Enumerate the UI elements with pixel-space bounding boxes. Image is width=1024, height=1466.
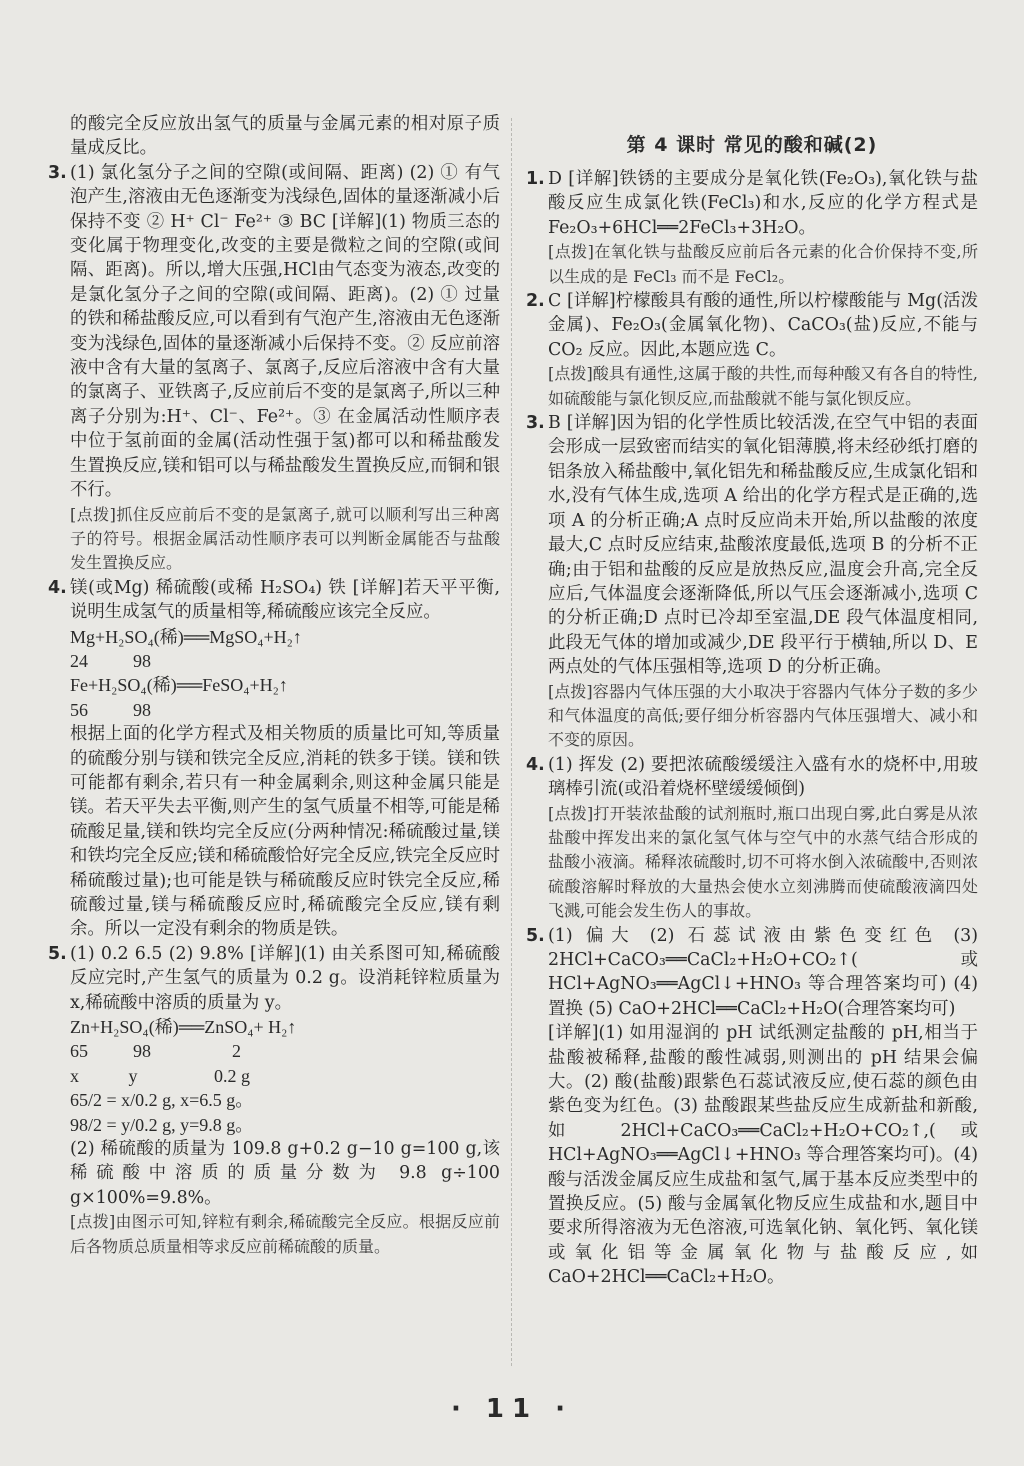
question-3-left [48, 161, 500, 576]
calculation: 65/2 = x/0.2 g, x=6.5 g。 [70, 1090, 254, 1111]
question-3-right [526, 411, 978, 753]
question-number: 5. [526, 925, 545, 946]
question-5-right [526, 924, 978, 1290]
left-column [48, 112, 500, 1259]
answer-text: 根据上面的化学方程式及相关物质的质量比可知,等质量的硫酸分别与镁和铁完全反应,消耗的铁多于镁。镁和铁可能都有剩余,若只有一种金属剩余,则这种金属只能是镁。若天平失去平衡,则产生的氢气质量不相等,可能是稀硫酸足量,镁和铁均完全反应(分两种情况:稀硫酸过量,镁和铁均完全反应;镁和稀硫酸恰好完全反应,铁完全反应时稀硫酸过量);也可能是铁与稀硫酸反应时铁完全反应,稀硫酸过量,镁与稀硫酸反应时,稀硫酸完全反应,镁有剩余。所以一定没有剩余的物质是铁。 [70, 724, 500, 940]
equation-mass: 56 98 [70, 699, 151, 720]
question-number: 3. [48, 162, 67, 183]
page-number: · 11 · [450, 1394, 574, 1424]
answer-text: (1) 氯化氢分子之间的空隙(或间隔、距离) (2) ① 有气泡产生,溶液由无色逐渐变为浅绿色,固体的量逐渐减小后保持不变 ② H⁺ Cl⁻ Fe²⁺ ③ BC [详解](1) 物质三态的变化属于物理变化,改变的主要是微粒之间的空隙(或间隔、距离)。所以,增大压强,HCl由气态变为液态,改变的是氯化氢分子之间的空隙(或间隔、距离)。(2) ① 过量的铁和稀盐酸反应,可以看到有气泡产生,溶液由无色逐渐变为浅绿色,固体的量逐渐减小后保持不变。② 反应前溶液中含有大量的氢离子、氯离子,反应后溶液中含有大量的氯离子、亚铁离子,反应前后不变的是氯离子,所以三种离子分别为:H⁺、Cl⁻、Fe²⁺。③ 在金属活动性顺序表中位于氢前面的金属(活动性强于氢)都可以和稀盐酸发生置换反应,镁和铝可以与稀盐酸发生置换反应,而铜和银不行。 [70, 162, 500, 501]
tip-text: [点拨]容器内气体压强的大小取决于容器内气体分子数的多少和气体温度的高低;要仔细分析容器内气体压强增大、减小和不变的原因。 [548, 681, 978, 750]
question-number: 2. [526, 291, 545, 312]
equation-mass: x y 0.2 g [70, 1065, 250, 1086]
answer-text: (1) 挥发 (2) 要把浓硫酸缓缓注入盛有水的烧杯中,用玻璃棒引流(或沿着烧杯壁缓缓倾倒) [548, 754, 978, 800]
tip-text: [点拨]抓住反应前后不变的是氯离子,就可以顺利写出三种离子的符号。根据金属活动性顺序表可以判断金属能否与盐酸发生置换反应。 [70, 504, 500, 573]
question-number: 3. [526, 413, 545, 434]
equation: Zn+H₂SO₄(稀)══ZnSO₄+ H₂↑ [70, 1017, 297, 1038]
question-number: 4. [526, 754, 545, 775]
question-1-right [526, 167, 978, 289]
question-4-right [526, 753, 978, 924]
question-number: 1. [526, 169, 545, 189]
question-number: 4. [48, 577, 67, 598]
intro-text: 的酸完全反应放出氢气的质量与金属元素的相对原子质量成反比。 [70, 114, 500, 159]
question-2-right [526, 289, 978, 411]
question-4-left [48, 576, 500, 942]
calculation: 98/2 = y/0.2 g, y=9.8 g。 [70, 1114, 254, 1135]
detail-text: [详解](1) 如用湿润的 pH 试纸测定盐酸的 pH,相当于盐酸被稀释,盐酸的酸性减弱,则测出的 pH 结果会偏大。(2) 酸(盐酸)跟紫色石蕊试液反应,使石蕊的颜色由紫色变为红色。(3) 盐酸跟某些盐反应生成新盐和新酸,如 2HCl+CaCO₃══CaCl₂+H₂O+CO₂↑,(或 HCl+AgNO₃══AgCl↓+HNO₃ 等合理答案均可)。(4) 酸与活泼金属反应生成盐和氢气,属于基本反应类型中的置换反应。(5) 酸与金属氧化物反应生成盐和水,题目中要求所得溶液为无色溶液,可选氧化钠、氧化钙、氧化镁或氧化铝等金属氧化物与盐酸反应,如 CaO+2HCl══CaCl₂+H₂O。 [548, 1023, 978, 1288]
column-divider [511, 118, 512, 1366]
tip-text: [点拨]在氧化铁与盐酸反应前后各元素的化合价保持不变,所以生成的是 FeCl₃ 而不是 FeCl₂。 [548, 242, 978, 286]
tip-text: [点拨]酸具有通性,这属于酸的共性,而每种酸又有各自的特性,如硫酸能与氯化钡反应,而盐酸就不能与氯化钡反应。 [548, 364, 978, 408]
answer-text: 镁(或Mg) 稀硫酸(或稀 H₂SO₄) 铁 [详解]若天平平衡,说明生成氢气的质量相等,稀硫酸应该完全反应。 [70, 577, 500, 623]
answer-text: D [详解]铁锈的主要成分是氧化铁(Fe₂O₃),氧化铁与盐酸反应生成氯化铁(FeCl₃)和水,反应的化学方程式是 Fe₂O₃+6HCl══2FeCl₃+3H₂O。 [548, 169, 978, 238]
equation-mass: 65 98 2 [70, 1041, 241, 1062]
equation: Mg+H₂SO₄(稀)══MgSO₄+H₂↑ [70, 626, 302, 647]
answer-text: C [详解]柠檬酸具有酸的通性,所以柠檬酸能与 Mg(活泼金属)、Fe₂O₃(金属氧化物)、CaCO₃(盐)反应,不能与 CO₂ 反应。因此,本题应选 C。 [548, 291, 978, 360]
equation-mass: 24 98 [70, 650, 151, 671]
question-5-left [48, 942, 500, 1259]
tip-text: [点拨]打开装浓盐酸的试剂瓶时,瓶口出现白雾,此白雾是从浓盐酸中挥发出来的氯化氢气体与空气中的水蒸气结合形成的盐酸小液滴。稀释浓硫酸时,切不可将水倒入浓硫酸中,否则浓硫酸溶解时释放的大量热会使水立刻沸腾而使硫酸液滴四处飞溅,可能会发生伤人的事故。 [548, 803, 978, 921]
section-title: 第 4 课时 常见的酸和碱(2) [626, 134, 878, 156]
answer-text: (1) 0.2 6.5 (2) 9.8% [详解](1) 由关系图可知,稀硫酸反应完时,产生氢气的质量为 0.2 g。设消耗锌粒质量为 x,稀硫酸中溶质的质量为 y。 [70, 943, 500, 1013]
right-column [526, 112, 978, 1290]
answer-text: B [详解]因为铝的化学性质比较活泼,在空气中铝的表面会形成一层致密而结实的氧化铝薄膜,将未经砂纸打磨的铝条放入稀盐酸中,氧化铝先和稀盐酸反应,生成氯化铝和水,没有气体生成,选项 A 给出的化学方程式是正确的,选项 A 的分析正确;A 点时反应尚未开始,所以盐酸的浓度最大,C 点时反应结束,盐酸浓度最低,选项 B 的分析不正确;由于铝和盐酸的反应是放热反应,温度会升高,完全反应后,气体温度会逐渐降低,所以气压会逐渐减小,选项 C 的分析正确;D 点时已冷却至室温,DE 段气体温度相同,此段无气体的增加或减少,DE 段平行于横轴,所以 D、E 两点处的气体压强相等,选项 D 的分析正确。 [548, 413, 978, 678]
tip-text: [点拨]由图示可知,锌粒有剩余,稀硫酸完全反应。根据反应前后各物质总质量相等求反应前稀硫酸的质量。 [70, 1212, 500, 1256]
answer-text: (1) 偏大 (2) 石蕊试液由紫色变红色 (3) 2HCl+CaCO₃══CaCl₂+H₂O+CO₂↑(或 HCl+AgNO₃══AgCl↓+HNO₃ 等合理答案均可) (4) 置换 (5) CaO+2HCl══CaCl₂+H₂O(合理答案均可) [548, 925, 978, 1019]
question-number: 5. [48, 943, 67, 964]
equation: Fe+H₂SO₄(稀)══FeSO₄+H₂↑ [70, 675, 288, 696]
answer-text: (2) 稀硫酸的质量为 109.8 g+0.2 g−10 g=100 g,该稀硫酸中溶质的质量分数为 9.8 g÷100 g×100%=9.8%。 [70, 1139, 500, 1208]
